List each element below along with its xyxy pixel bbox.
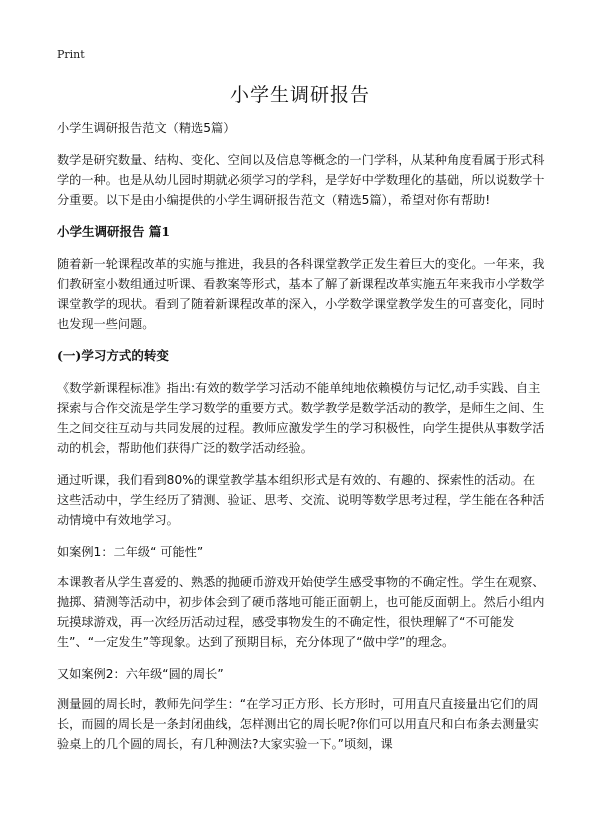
case-label-2: 又如案例2：六年级“圆的周长”: [57, 667, 224, 681]
intro-paragraph: 数学是研究数量、结构、变化、空间以及信息等概念的一门学科，从某种角度看属于形式科学的一种。也是从幼儿园时期就必须学习的学科，是学好中学数理化的基础，所以说数学十分重要。以下是由小编提供的小学生调研报告范文（精选5篇），希望对你有帮助!: [57, 153, 545, 207]
section-heading: 小学生调研报告 篇1: [57, 224, 171, 239]
subsection-heading: (一)学习方式的转变: [57, 348, 169, 363]
case-label-1: 如案例1：二年级“ 可能性”: [57, 545, 204, 559]
paragraph-case-2: 测量圆的周长时，教师先问学生：“在学习正方形、长方形时，可用直尺直接量出它们的周长，而圆的周长是一条封闭曲线，怎样测出它的周长呢?你们可以用直尺和白布条去测量实验桌上的几个圆的周长，有几种测法?大家实验一下。”顷刻，课: [57, 697, 539, 751]
document-subtitle: 小学生调研报告范文（精选5篇）: [57, 121, 236, 135]
paragraph-standards: 《数学新课程标准》指出:有效的数学学习活动不能单纯地依赖模仿与记忆,动手实践、自主探索与合作交流是学生学习数学的重要方式。数学教学是数学活动的教学，是师生之间、生生之间交往互动与共同发展的过程。教师应激发学生的学习积极性，向学生提供从事数学活动的机会，帮助他们获得广泛的数学活动经验。: [57, 381, 545, 455]
paragraph-case-1: 本课教者从学生喜爱的、熟悉的抛硬币游戏开始使学生感受事物的不确定性。学生在观察、抛掷、猜测等活动中，初步体会到了硬币落地可能正面朝上，也可能反面朝上。然后小组内玩摸球游戏，再一次经历活动过程，感受事物发生的不确定性，很快理解了“不可能发生”、“一定发生”等现象。达到了预期目标，充分体现了“做中学”的理念。: [57, 575, 545, 649]
section-paragraph: 随着新一轮课程改革的实施与推进，我县的各科课堂教学正发生着巨大的变化。一年来，我们教研室小数组通过听课、看教案等形式，基本了解了新课程改革实施五年来我市小学数学课堂教学的现状。看到了随着新课程改革的深入，小学数学课堂教学发生的可喜变化，同时也发现一些问题。: [57, 257, 545, 331]
print-label: Print: [57, 48, 85, 61]
page-title: 小学生调研报告: [229, 84, 370, 106]
document-body: [57, 118, 547, 766]
paragraph-observation: 通过听课，我们看到80%的课堂教学基本组织形式是有效的、有趣的、探索性的活动。在这些活动中，学生经历了猜测、验证、思考、交流、说明等数学思考过程，学生能在各种活动情境中有效地学习。: [57, 473, 545, 527]
